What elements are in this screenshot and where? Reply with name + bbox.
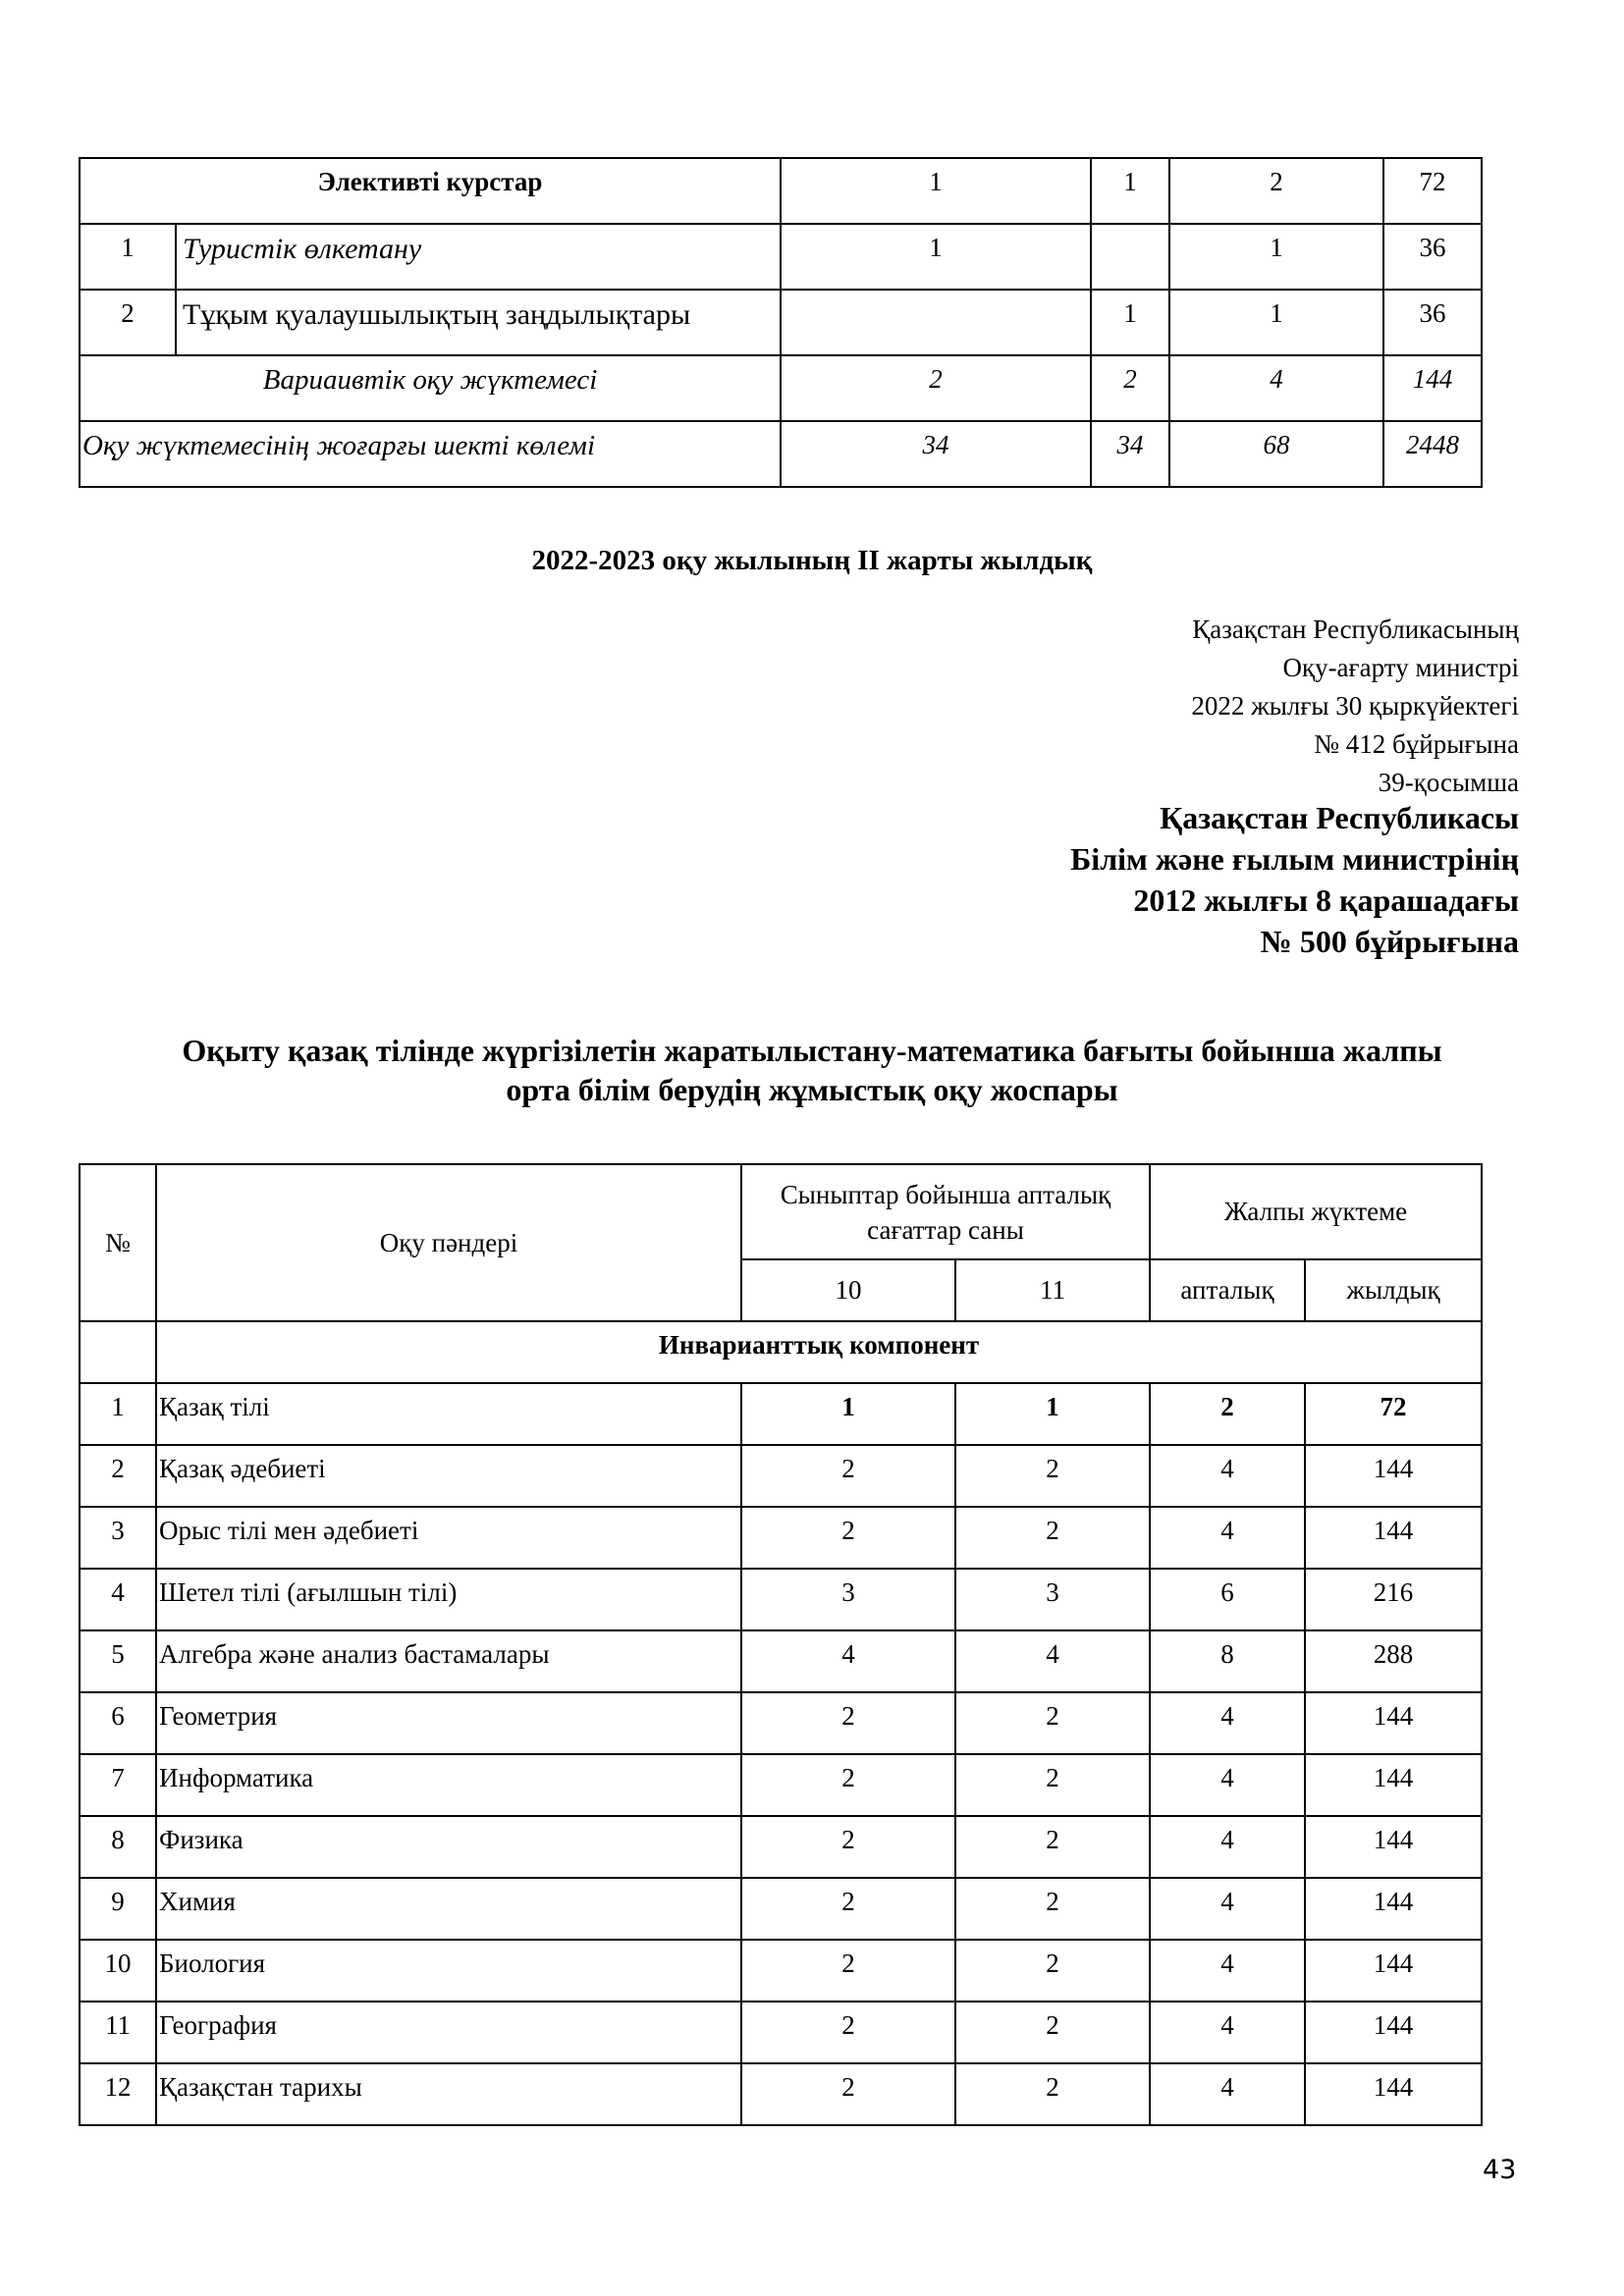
cell-weekly: 4 — [1150, 1878, 1305, 1940]
cell-grade11: 2 — [955, 1816, 1150, 1878]
table-row — [80, 1878, 1482, 1940]
cell-grade10: 1 — [781, 158, 1091, 224]
variative-label: Вариаивтік оқу жүктемесі — [80, 355, 781, 421]
cell-grade10: 2 — [781, 355, 1091, 421]
header-grade10: 10 — [741, 1259, 955, 1321]
cell-grade10: 1 — [741, 1383, 955, 1445]
cell-weekly: 4 — [1150, 1507, 1305, 1569]
cell-weekly: 4 — [1150, 2002, 1305, 2063]
cell-num: 5 — [80, 1630, 156, 1692]
cell-grade11: 1 — [955, 1383, 1150, 1445]
cell-subject: Алгебра және анализ бастамалары — [156, 1630, 741, 1692]
approval-block — [1191, 611, 1519, 802]
cell-yearly: 144 — [1305, 1445, 1482, 1507]
cell-yearly: 144 — [1305, 1692, 1482, 1754]
cell-grade11: 2 — [955, 2063, 1150, 2125]
cell-grade10: 2 — [741, 2063, 955, 2125]
approval-line: 39-қосымша — [1378, 768, 1519, 797]
cell-yearly: 144 — [1305, 1507, 1482, 1569]
cell-grade11: 2 — [955, 1940, 1150, 2002]
cell-grade11: 34 — [1091, 421, 1169, 487]
semester-title: 2022-2023 оқу жылының ІІ жарты жылдық — [531, 545, 1093, 576]
cell-weekly: 4 — [1169, 355, 1383, 421]
cell-grade10: 2 — [741, 1754, 955, 1816]
elective-header-label: Элективті курстар — [80, 158, 781, 224]
table-row — [80, 1507, 1482, 1569]
cell-subject: Биология — [156, 1940, 741, 2002]
cell-grade11: 2 — [955, 1692, 1150, 1754]
cell-subject: Геометрия — [156, 1692, 741, 1754]
cell-yearly: 216 — [1305, 1569, 1482, 1630]
approval-line: № 412 бұйрығына — [1314, 729, 1519, 759]
cell-yearly: 144 — [1383, 355, 1482, 421]
max-load-row — [80, 421, 1482, 487]
cell-weekly: 1 — [1169, 290, 1383, 355]
cell-weekly: 2 — [1150, 1383, 1305, 1445]
cell-yearly: 144 — [1305, 2002, 1482, 2063]
cell-grade11: 2 — [955, 1754, 1150, 1816]
cell-weekly: 4 — [1150, 1754, 1305, 1816]
cell-num: 3 — [80, 1507, 156, 1569]
header-yearly: жылдық — [1305, 1259, 1482, 1321]
cell-num: 8 — [80, 1816, 156, 1878]
cell-subject: Қазақстан тарихы — [156, 2063, 741, 2125]
header-row — [80, 1164, 1482, 1259]
cell-weekly: 6 — [1150, 1569, 1305, 1630]
cell-num: 7 — [80, 1754, 156, 1816]
table-row — [80, 1754, 1482, 1816]
variative-row — [80, 355, 1482, 421]
cell-yearly: 144 — [1305, 2063, 1482, 2125]
table-row — [80, 1692, 1482, 1754]
cell-subject: Туристік өлкетану — [176, 224, 781, 290]
cell-subject: Орыс тілі мен әдебиеті — [156, 1507, 741, 1569]
approval-line: Оқу-ағарту министрі — [1282, 653, 1519, 682]
approval-line: 2022 жылғы 30 қыркүйектегі — [1191, 691, 1519, 721]
header-grade11: 11 — [955, 1259, 1150, 1321]
cell-weekly: 4 — [1150, 1816, 1305, 1878]
approval-bold-line: 2012 жылғы 8 қарашадағы — [1133, 882, 1519, 918]
cell-grade10: 34 — [781, 421, 1091, 487]
cell-grade10: 2 — [741, 1878, 955, 1940]
cell-yearly: 36 — [1383, 290, 1482, 355]
table-row — [80, 1569, 1482, 1630]
cell-grade11: 4 — [955, 1630, 1150, 1692]
table-row — [80, 1445, 1482, 1507]
cell-weekly: 1 — [1169, 224, 1383, 290]
cell-grade11: 2 — [955, 1878, 1150, 1940]
cell-grade10 — [781, 290, 1091, 355]
cell-grade11 — [1091, 224, 1169, 290]
cell-subject: Шетел тілі (ағылшын тілі) — [156, 1569, 741, 1630]
max-load-label: Оқу жүктемесінің жоғарғы шекті көлемі — [80, 421, 781, 487]
table-row — [80, 2063, 1482, 2125]
cell-yearly: 288 — [1305, 1630, 1482, 1692]
cell-grade10: 2 — [741, 1816, 955, 1878]
cell-grade11: 3 — [955, 1569, 1150, 1630]
cell-num: 11 — [80, 2002, 156, 2063]
header-num: № — [80, 1164, 156, 1321]
cell-subject: География — [156, 2002, 741, 2063]
document-title-line1: Оқыту қазақ тілінде жүргізілетін жаратылыстану-математика бағыты бойынша жалпы — [182, 1033, 1442, 1068]
cell-num: 1 — [80, 224, 176, 290]
cell-num: 4 — [80, 1569, 156, 1630]
approval-bold-line: № 500 бұйрығына — [1260, 924, 1519, 959]
invariant-row — [80, 1321, 1482, 1383]
cell-yearly: 144 — [1305, 1816, 1482, 1878]
cell-grade10: 2 — [741, 1692, 955, 1754]
cell-grade11: 1 — [1091, 158, 1169, 224]
cell-grade11: 2 — [955, 1445, 1150, 1507]
cell-subject: Қазақ тілі — [156, 1383, 741, 1445]
empty-cell — [80, 1321, 156, 1383]
cell-grade11: 2 — [955, 1507, 1150, 1569]
cell-num: 12 — [80, 2063, 156, 2125]
cell-grade11: 2 — [955, 2002, 1150, 2063]
cell-subject: Қазақ әдебиеті — [156, 1445, 741, 1507]
cell-weekly: 4 — [1150, 2063, 1305, 2125]
elective-table — [79, 157, 1483, 488]
cell-subject: Химия — [156, 1878, 741, 1940]
cell-subject: Тұқым қуалаушылықтың заңдылықтары — [176, 290, 781, 355]
cell-num: 9 — [80, 1878, 156, 1940]
header-weekly-hours: Сыныптар бойынша апталық сағаттар саны — [741, 1164, 1150, 1259]
cell-weekly: 4 — [1150, 1445, 1305, 1507]
approval-line: Қазақстан Республикасының — [1192, 614, 1519, 644]
table-row — [80, 1630, 1482, 1692]
cell-yearly: 72 — [1305, 1383, 1482, 1445]
cell-num: 2 — [80, 1445, 156, 1507]
table-row — [80, 1383, 1482, 1445]
cell-yearly: 36 — [1383, 224, 1482, 290]
cell-subject: Физика — [156, 1816, 741, 1878]
document-title — [128, 1031, 1496, 1109]
header-total-load: Жалпы жүктеме — [1150, 1164, 1482, 1259]
table-row — [80, 1816, 1482, 1878]
cell-grade10: 2 — [741, 1507, 955, 1569]
table-row — [80, 1940, 1482, 2002]
page-number: 43 — [1483, 2155, 1517, 2185]
cell-weekly: 4 — [1150, 1940, 1305, 2002]
cell-grade11: 1 — [1091, 290, 1169, 355]
approval-bold-line: Қазақстан Республикасы — [1160, 800, 1519, 835]
cell-num: 1 — [80, 1383, 156, 1445]
cell-yearly: 144 — [1305, 1754, 1482, 1816]
cell-subject: Информатика — [156, 1754, 741, 1816]
cell-grade10: 3 — [741, 1569, 955, 1630]
cell-grade11: 2 — [1091, 355, 1169, 421]
cell-num: 6 — [80, 1692, 156, 1754]
cell-weekly: 68 — [1169, 421, 1383, 487]
cell-grade10: 4 — [741, 1630, 955, 1692]
elective-header-row — [80, 158, 1482, 224]
approval-bold-line: Білім және ғылым министрінің — [1070, 841, 1519, 877]
cell-yearly: 144 — [1305, 1878, 1482, 1940]
cell-grade10: 2 — [741, 1940, 955, 2002]
header-weekly: апталық — [1150, 1259, 1305, 1321]
cell-num: 10 — [80, 1940, 156, 2002]
cell-grade10: 2 — [741, 1445, 955, 1507]
table-row — [80, 290, 1482, 355]
cell-weekly: 2 — [1169, 158, 1383, 224]
invariant-label: Инварианттық компонент — [156, 1321, 1482, 1383]
document-title-line2: орта білім берудің жұмыстық оқу жоспары — [506, 1072, 1118, 1107]
approval-bold-block — [1070, 797, 1519, 962]
table-row — [80, 2002, 1482, 2063]
cell-yearly: 2448 — [1383, 421, 1482, 487]
cell-weekly: 4 — [1150, 1692, 1305, 1754]
cell-grade10: 2 — [741, 2002, 955, 2063]
cell-yearly: 72 — [1383, 158, 1482, 224]
curriculum-table — [79, 1163, 1483, 2126]
cell-grade10: 1 — [781, 224, 1091, 290]
cell-yearly: 144 — [1305, 1940, 1482, 2002]
table-row — [80, 224, 1482, 290]
header-subjects: Оқу пәндері — [156, 1164, 741, 1321]
cell-num: 2 — [80, 290, 176, 355]
cell-weekly: 8 — [1150, 1630, 1305, 1692]
